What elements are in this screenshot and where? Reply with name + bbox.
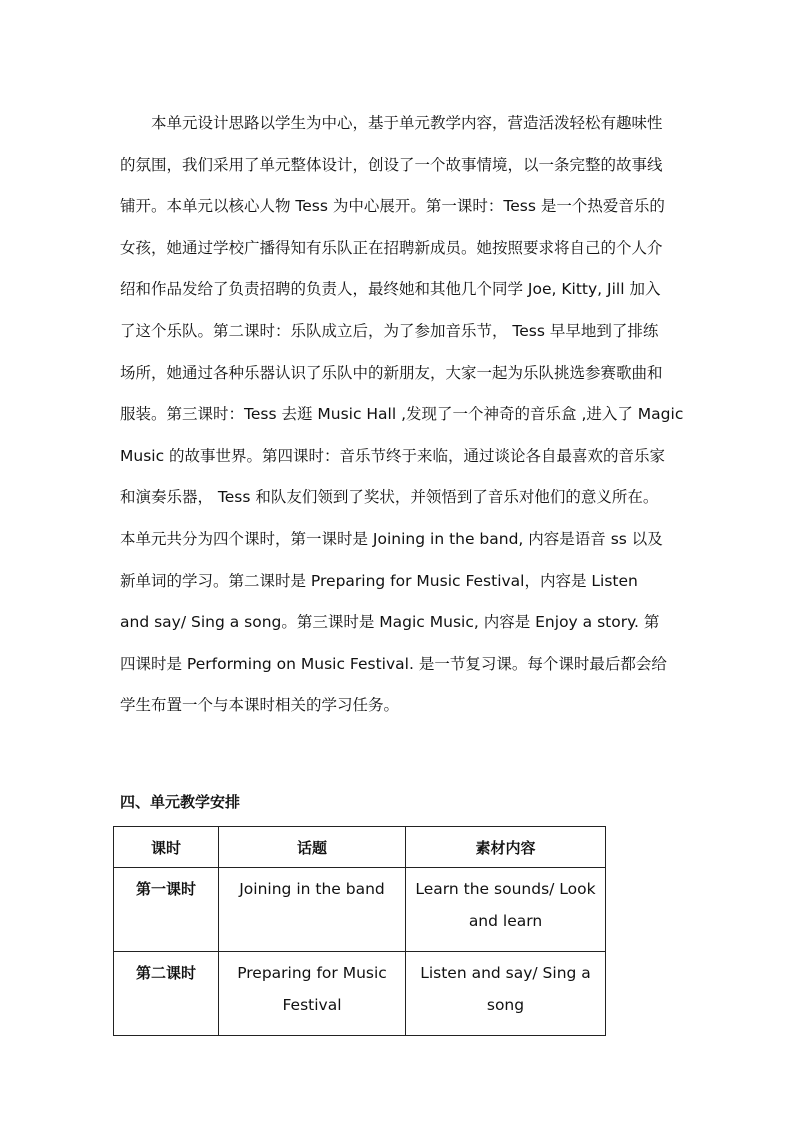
paragraph-line: 新单词的学习。第二课时是 Preparing for Music Festival，内容是 Listen — [120, 571, 638, 590]
paragraph-line: 了这个乐队。第二课时：乐队成立后，为了参加音乐节， Tess 早早地到了排练 — [120, 321, 659, 340]
table-row — [114, 952, 606, 1036]
paragraph-line: 绍和作品发给了负责招聘的负责人，最终她和其他几个同学 Joe, Kitty, Jill 加入 — [120, 280, 661, 299]
unit-design-paragraph — [120, 103, 684, 727]
paragraph-line: 的氛围，我们采用了单元整体设计，创设了一个故事情境，以一条完整的故事线 — [120, 155, 663, 174]
cell-materials — [406, 868, 606, 952]
paragraph-line: 学生布置一个与本课时相关的学习任务。 — [120, 696, 400, 715]
table-header-row — [114, 827, 606, 868]
paragraph-line: 女孩，她通过学校广播得知有乐队正在招聘新成员。她按照要求将自己的个人介 — [120, 238, 663, 257]
cell-topic — [219, 868, 406, 952]
cell-materials-line: song — [486, 996, 525, 1014]
header-lesson: 课时 — [114, 827, 219, 868]
lesson-schedule-table — [113, 826, 606, 1036]
paragraph-line: 服装。第三课时：Tess 去逛 Music Hall ,发现了一个神奇的音乐盒 ,进入了 Magic — [120, 405, 684, 424]
cell-lesson: 第二课时 — [114, 952, 219, 1036]
section-heading: 四、单元教学安排 — [120, 793, 241, 811]
cell-topic-line: Joining in the band — [239, 880, 385, 898]
paragraph-line: 和演奏乐器， Tess 和队友们领到了奖状，并领悟到了音乐对他们的意义所在。 — [120, 488, 659, 507]
paragraph-line: 本单元共分为四个课时，第一课时是 Joining in the band, 内容是语音 ss 以及 — [120, 529, 663, 548]
cell-materials — [406, 952, 606, 1036]
cell-topic-line: Festival — [282, 996, 342, 1014]
paragraph-line: and say/ Sing a song。第三课时是 Magic Music, 内容是 Enjoy a story. 第 — [120, 613, 660, 632]
paragraph-line: 铺开。本单元以核心人物 Tess 为中心展开。第一课时：Tess 是一个热爱音乐的 — [120, 197, 665, 216]
header-topic: 话题 — [219, 827, 406, 868]
paragraph-line: 本单元设计思路以学生为中心，基于单元教学内容，营造活泼轻松有趣味性 — [151, 114, 663, 132]
cell-topic-line: Preparing for Music — [237, 964, 387, 982]
paragraph-line: Music 的故事世界。第四课时：音乐节终于来临，通过谈论各自最喜欢的音乐家 — [120, 446, 666, 465]
cell-materials-line: Learn the sounds/ Look — [415, 880, 596, 898]
cell-materials-line: and learn — [468, 912, 543, 930]
cell-materials-line: Listen and say/ Sing a — [420, 964, 591, 982]
cell-topic — [219, 952, 406, 1036]
paragraph-line: 四课时是 Performing on Music Festival. 是一节复习课。每个课时最后都会给 — [120, 654, 667, 673]
cell-lesson: 第一课时 — [114, 868, 219, 952]
paragraph-line: 场所，她通过各种乐器认识了乐队中的新朋友，大家一起为乐队挑选参赛歌曲和 — [120, 363, 663, 382]
table-row — [114, 868, 606, 952]
header-materials: 素材内容 — [406, 827, 606, 868]
